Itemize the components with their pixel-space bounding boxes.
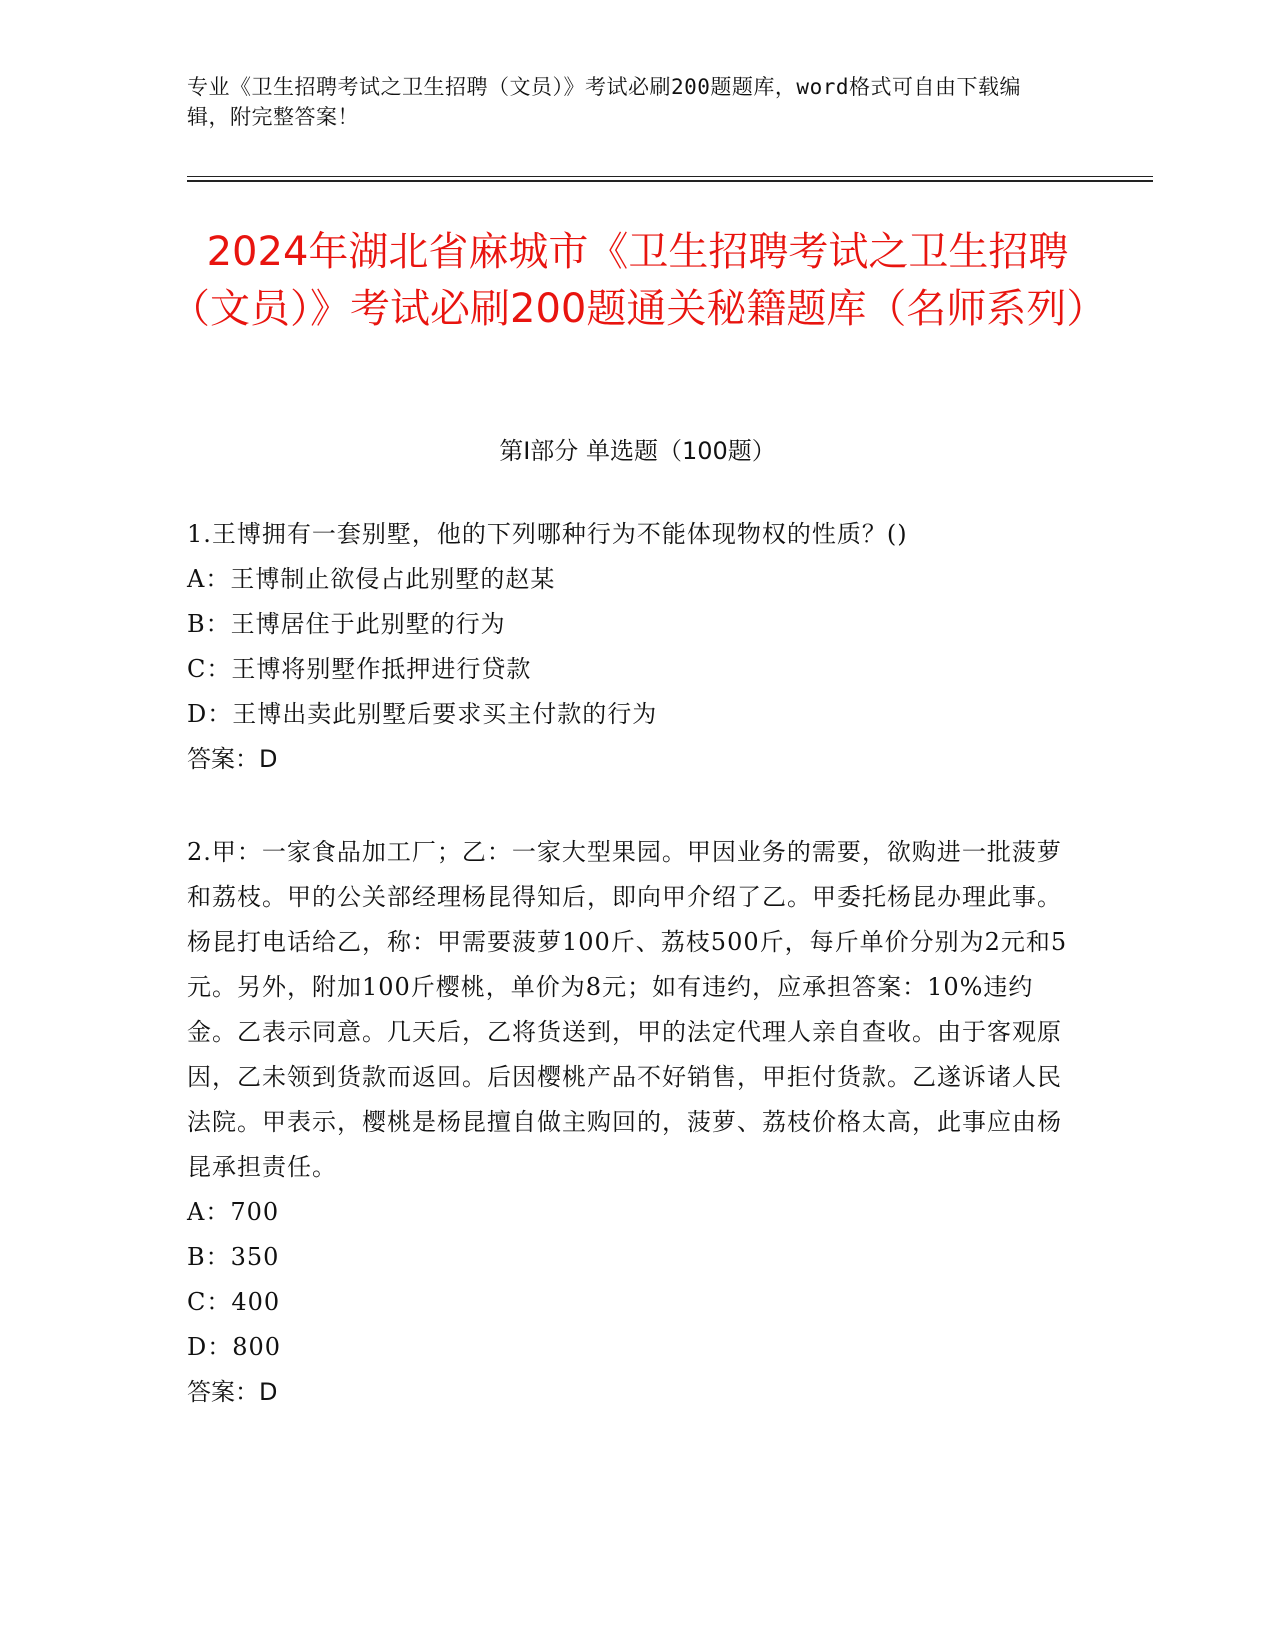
document-title: 2024年湖北省麻城市《卫生招聘考试之卫生招聘（文员）》考试必刷200题通关秘籍题库（名师系列） xyxy=(170,229,1107,332)
question-stem: 2.甲：一家食品加工厂；乙：一家大型果园。甲因业务的需要，欲购进一批菠萝和荔枝。甲的公关部经理杨昆得知后，即向甲介绍了乙。甲委托杨昆办理此事。杨昆打电话给乙，称：甲需要菠萝100斤、荔枝500斤，每斤单价分别为2元和5元。另外，附加100斤樱桃，单价为8元；如有违约，应承担答案：10%违约金。乙表示同意。几天后，乙将货送到，甲的法定代理人亲自查收。由于客观原因，乙未领到货款而返回。后因樱桃产品不好销售，甲拒付货款。乙遂诉诸人民法院。甲表示，樱桃是杨昆擅自做主购回的，菠萝、荔枝价格太高，此事应由杨昆承担责任。 xyxy=(187,838,1068,1181)
option-d: D：王博出卖此别墅后要求买主付款的行为 xyxy=(187,700,658,728)
option-b: B：王博居住于此别墅的行为 xyxy=(187,610,506,638)
option-a: A：700 xyxy=(187,1198,280,1226)
header-divider-thin xyxy=(187,176,1153,177)
option-c: C：400 xyxy=(187,1288,281,1316)
question-1 xyxy=(187,512,1087,782)
answer-line: 答案：D xyxy=(187,1378,278,1406)
section-heading: 第Ⅰ部分 单选题（100题） xyxy=(499,437,776,465)
option-c: C：王博将别墅作抵押进行贷款 xyxy=(187,655,532,683)
answer-line: 答案：D xyxy=(187,745,278,773)
question-2 xyxy=(187,830,1077,1415)
header-divider-thick xyxy=(187,180,1153,182)
question-stem: 1.王博拥有一套别墅，他的下列哪种行为不能体现物权的性质？() xyxy=(187,520,908,548)
option-b: B：350 xyxy=(187,1243,280,1271)
option-a: A：王博制止欲侵占此别墅的赵某 xyxy=(187,565,556,593)
option-d: D：800 xyxy=(187,1333,282,1361)
intro-text: 专业《卫生招聘考试之卫生招聘（文员）》考试必刷200题题库，word格式可自由下载编辑，附完整答案！ xyxy=(187,75,1021,129)
